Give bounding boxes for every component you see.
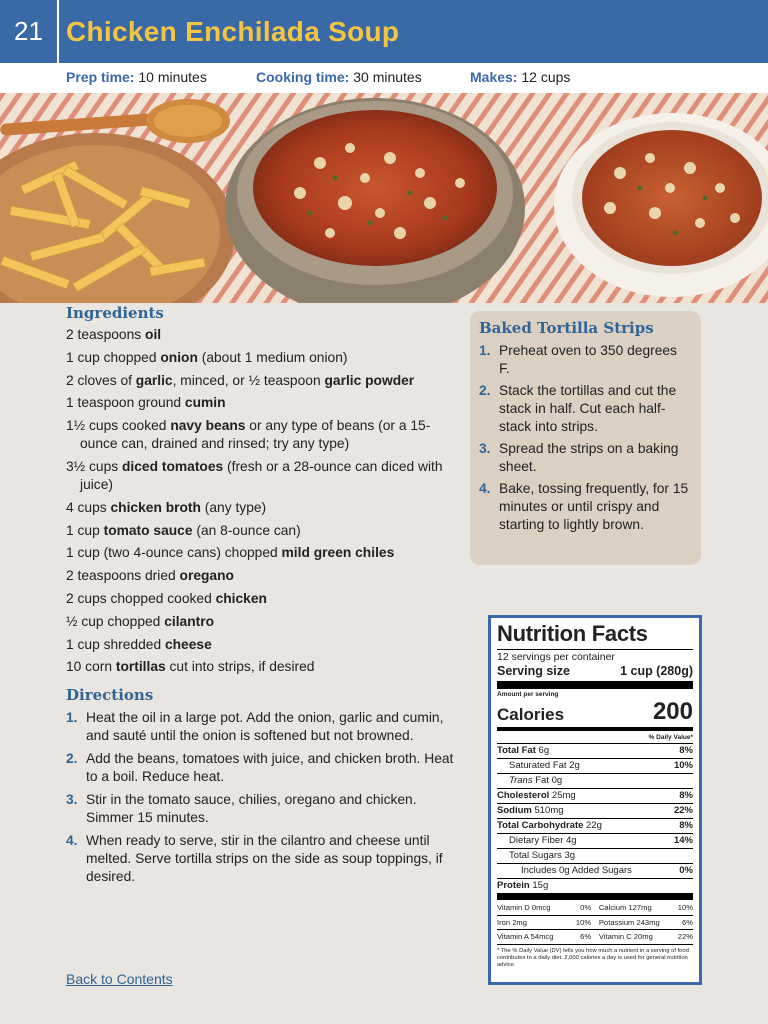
makes-value: 12 cups <box>521 69 571 85</box>
nutrient-name: Dietary Fiber <box>509 835 564 846</box>
tortilla-heading: Baked Tortilla Strips <box>479 319 654 337</box>
nutrient-percent: 8% <box>679 745 693 756</box>
step-text: When ready to serve, stir in the cilantro and cheese until melted. Serve tortilla strips on the side as soup toppings, if desired. <box>86 833 443 885</box>
vitamin-percent: 10% <box>677 903 693 912</box>
ingredient-text: (an 8-ounce can) <box>192 522 301 538</box>
vitamin-rows <box>497 901 693 945</box>
nutrition-divider <box>497 649 693 650</box>
vitamin-entry <box>599 901 693 915</box>
ingredient-item <box>66 458 461 494</box>
direction-step <box>66 832 461 886</box>
step-text: Spread the strips on a baking sheet. <box>499 441 679 474</box>
vitamin-percent: 10% <box>575 917 592 927</box>
soup-photo-illustration <box>0 93 768 303</box>
nutrient-name: Total Fat <box>497 745 536 756</box>
recipe-meta <box>0 63 768 93</box>
step-text: Add the beans, tomatoes with juice, and chicken broth. Heat to a boil. Reduce heat. <box>86 751 454 785</box>
vitamin-entry <box>497 916 591 930</box>
ingredient-text: 1 cup shredded <box>66 636 165 652</box>
vitamin-name: Vitamin A 54mcg <box>497 932 554 941</box>
nutrient-row <box>497 879 693 893</box>
nutrient-row <box>497 849 693 864</box>
ingredient-item <box>66 522 461 540</box>
ingredient-item <box>66 567 461 585</box>
vitamin-name: Potassium 243mg <box>598 917 660 927</box>
ingredient-item <box>66 372 461 390</box>
vitamin-row <box>497 916 693 931</box>
ingredient-text: 2 cloves of <box>66 372 136 388</box>
ingredient-item <box>66 544 461 562</box>
nutrition-thick-bar-2 <box>497 893 693 900</box>
nutrient-label <box>497 774 562 788</box>
nutrient-row <box>497 774 693 789</box>
servings-per-container: 12 servings per container <box>497 651 615 663</box>
nutrition-facts-label <box>488 615 702 985</box>
nutrient-amount: 4g <box>566 835 577 846</box>
vitamin-percent: 6% <box>580 932 592 941</box>
ingredient-text: navy beans <box>170 418 246 434</box>
ingredient-text: oregano <box>179 568 234 584</box>
ingredients-list <box>66 326 461 676</box>
ingredient-text: tortillas <box>115 659 166 675</box>
step-number: 1. <box>66 710 78 726</box>
nutrient-amount: 22g <box>586 820 602 831</box>
nutrient-amount: 3g <box>564 850 576 861</box>
nutrient-label <box>497 864 632 878</box>
serving-size <box>497 664 693 679</box>
direction-step <box>66 750 461 786</box>
prep-time-label: Prep time: <box>66 69 135 85</box>
step-number: 2. <box>479 383 491 398</box>
vitamin-entry <box>599 930 693 944</box>
vitamin-name: Calcium 127mg <box>598 903 652 912</box>
vitamin-percent: 0% <box>580 903 592 912</box>
ingredient-text: or any type of beans (or a 15-ounce can, drained and rinsed; try any type) <box>80 418 431 452</box>
nutrition-footnote: * The % Daily Value (DV) tells you how much a nutrient in a serving of food contributes to a daily diet. 2,000 calories a day is used for general nutrition advice. <box>497 947 689 968</box>
step-number: 2. <box>66 751 78 767</box>
nutrient-label <box>497 819 602 833</box>
nutrient-name: Saturated Fat <box>509 760 567 771</box>
nutrient-name: Cholesterol <box>497 790 550 801</box>
ingredient-item <box>66 349 461 367</box>
nutrient-percent: 0% <box>679 865 693 876</box>
nutrient-amount: 25mg <box>551 790 576 801</box>
nutrient-row <box>497 834 693 849</box>
tortilla-step <box>479 480 691 534</box>
step-text: Heat the oil in a large pot. Add the onion, garlic and cumin, and sauté until the onion is softened but not browned. <box>86 710 444 744</box>
ingredient-text: 4 cups <box>66 499 111 515</box>
nutrient-percent: 14% <box>673 835 693 846</box>
vitamin-name: Vitamin C 20mg <box>598 932 653 941</box>
cooking-time-value: 30 minutes <box>353 69 422 85</box>
tortilla-step <box>479 440 691 476</box>
ingredient-text: diced tomatoes <box>122 458 224 474</box>
step-text: Stir in the tomato sauce, chilies, oregano and chicken. Simmer 15 minutes. <box>86 792 417 826</box>
ingredient-text: , minced, or ½ teaspoon <box>172 372 325 388</box>
tortilla-steps-list <box>479 342 691 534</box>
recipe-photo <box>0 93 768 303</box>
prep-time <box>66 69 207 85</box>
nutrient-label <box>497 804 564 818</box>
ingredients-heading: Ingredients <box>66 304 164 322</box>
page-header <box>0 0 768 63</box>
nutrient-row <box>497 759 693 774</box>
calories-row <box>497 699 693 725</box>
ingredient-text: (fresh or a 28-ounce can diced with juice) <box>80 458 443 492</box>
cooking-time <box>256 69 422 85</box>
ingredient-text: 2 cups chopped cooked <box>66 590 216 606</box>
nutrition-title: Nutrition Facts <box>497 621 648 646</box>
ingredient-item <box>66 636 461 654</box>
back-to-contents-link[interactable]: Back to Contents <box>66 971 173 987</box>
ingredient-text: 2 teaspoons <box>66 327 146 342</box>
ingredient-text: 1½ cups cooked <box>66 418 171 434</box>
makes <box>470 69 570 85</box>
header-divider <box>57 0 59 63</box>
nutrient-percent: 8% <box>679 790 693 801</box>
nutrient-amount: 15g <box>532 880 549 891</box>
ingredient-text: garlic <box>135 372 173 388</box>
nutrient-label <box>497 879 548 893</box>
ingredient-text: tomato sauce <box>103 522 193 538</box>
nutrient-label <box>497 789 576 803</box>
tortilla-step <box>479 382 691 436</box>
ingredient-item <box>66 394 461 412</box>
nutrient-name: Protein <box>497 880 530 891</box>
nutrient-name: Trans <box>509 775 533 786</box>
ingredient-text: cut into strips, if desired <box>165 659 315 675</box>
ingredient-text: 3½ cups <box>66 458 122 474</box>
ingredient-text: chicken <box>215 590 267 606</box>
step-text: Bake, tossing frequently, for 15 minutes or until crispy and starting to lightly brown. <box>499 481 689 532</box>
amount-per-serving: Amount per serving <box>497 691 559 698</box>
ingredient-text: ½ cup chopped <box>66 613 165 629</box>
directions-list <box>66 709 461 886</box>
nutrient-name: Includes 0g Added Sugars <box>521 865 632 876</box>
ingredient-text: 1 cup (two 4-ounce cans) chopped <box>66 545 282 561</box>
serving-size-value: 1 cup (280g) <box>620 664 693 678</box>
nutrient-percent: 8% <box>679 820 693 831</box>
vitamin-percent: 22% <box>677 932 693 941</box>
step-text: Stack the tortillas and cut the stack in half. Cut each half-stack into strips. <box>499 383 677 434</box>
ingredient-item <box>66 499 461 517</box>
calories-value: 200 <box>652 698 693 725</box>
vitamin-entry <box>497 930 591 944</box>
page-title: Chicken Enchilada Soup <box>66 15 400 47</box>
vitamin-row <box>497 930 693 945</box>
step-number: 3. <box>66 792 78 808</box>
directions-heading: Directions <box>66 686 154 705</box>
ingredient-text: 2 teaspoons dried <box>66 568 180 584</box>
nutrient-label <box>497 759 580 773</box>
nutrient-amount: 510mg <box>534 805 564 816</box>
ingredient-text: 1 cup <box>66 522 104 538</box>
makes-label: Makes: <box>470 69 518 85</box>
ingredient-text: 1 cup chopped <box>66 349 161 365</box>
ingredient-text: cumin <box>184 395 226 411</box>
nutrient-row <box>497 819 693 834</box>
nutrient-percent: 10% <box>673 760 693 771</box>
vitamin-name: Iron 2mg <box>497 917 527 927</box>
page-number: 21 <box>14 16 43 46</box>
ingredient-item <box>66 658 461 676</box>
ingredient-text: onion <box>160 349 198 365</box>
nutrient-label <box>497 849 575 863</box>
left-column <box>66 304 461 891</box>
ingredient-text: (any type) <box>200 499 267 515</box>
ingredient-text: garlic powder <box>324 372 415 388</box>
direction-step <box>66 709 461 745</box>
nutrient-label <box>497 744 549 758</box>
nutrient-name: Sodium <box>497 805 532 816</box>
ingredient-item <box>66 590 461 608</box>
nutrient-row <box>497 789 693 804</box>
nutrient-amount: 2g <box>569 760 580 771</box>
vitamin-percent: 6% <box>682 917 693 927</box>
ingredient-text: cheese <box>164 636 212 652</box>
ingredient-item <box>66 326 461 344</box>
ingredient-text: cilantro <box>164 613 215 629</box>
direction-step <box>66 791 461 827</box>
nutrient-amount: 6g <box>538 745 550 756</box>
ingredient-text: oil <box>145 327 162 342</box>
step-number: 4. <box>66 833 78 849</box>
nutrient-label <box>497 834 577 848</box>
ingredient-text: 1 teaspoon ground <box>66 395 185 411</box>
ingredient-item <box>66 613 461 631</box>
vitamin-name: Vitamin D 0mcg <box>497 903 551 912</box>
daily-value-header: % Daily Value* <box>497 733 693 744</box>
nutrient-amount: 0g <box>551 775 563 786</box>
ingredient-text: chicken broth <box>110 499 201 515</box>
step-text: Preheat oven to 350 degrees F. <box>499 343 677 376</box>
vitamin-entry <box>497 901 591 915</box>
ingredient-text: (about 1 medium onion) <box>197 349 348 365</box>
baked-tortilla-strips-box <box>470 311 701 565</box>
nutrient-row <box>497 804 693 819</box>
nutrient-name: Total Sugars <box>509 850 562 861</box>
vitamin-entry <box>599 916 693 930</box>
tortilla-step <box>479 342 691 378</box>
calories-label: Calories <box>497 705 565 724</box>
ingredient-text: 10 corn <box>66 659 116 675</box>
serving-size-label: Serving size <box>497 664 570 678</box>
nutrient-row <box>497 744 693 759</box>
step-number: 1. <box>479 343 491 358</box>
nutrition-medium-bar <box>497 727 693 731</box>
nutrient-name-suffix: Fat <box>532 775 549 786</box>
cooking-time-label: Cooking time: <box>256 69 350 85</box>
nutrient-name: Total Carbohydrate <box>497 820 584 831</box>
step-number: 3. <box>479 441 491 456</box>
ingredient-text: mild green chiles <box>281 545 395 561</box>
vitamin-row <box>497 901 693 916</box>
nutrient-percent: 22% <box>673 805 693 816</box>
step-number: 4. <box>479 481 491 496</box>
nutrition-thick-bar <box>497 681 693 689</box>
ingredient-item <box>66 417 461 453</box>
nutrient-row <box>497 864 693 879</box>
nutrient-rows <box>497 744 693 893</box>
prep-time-value: 10 minutes <box>138 69 207 85</box>
